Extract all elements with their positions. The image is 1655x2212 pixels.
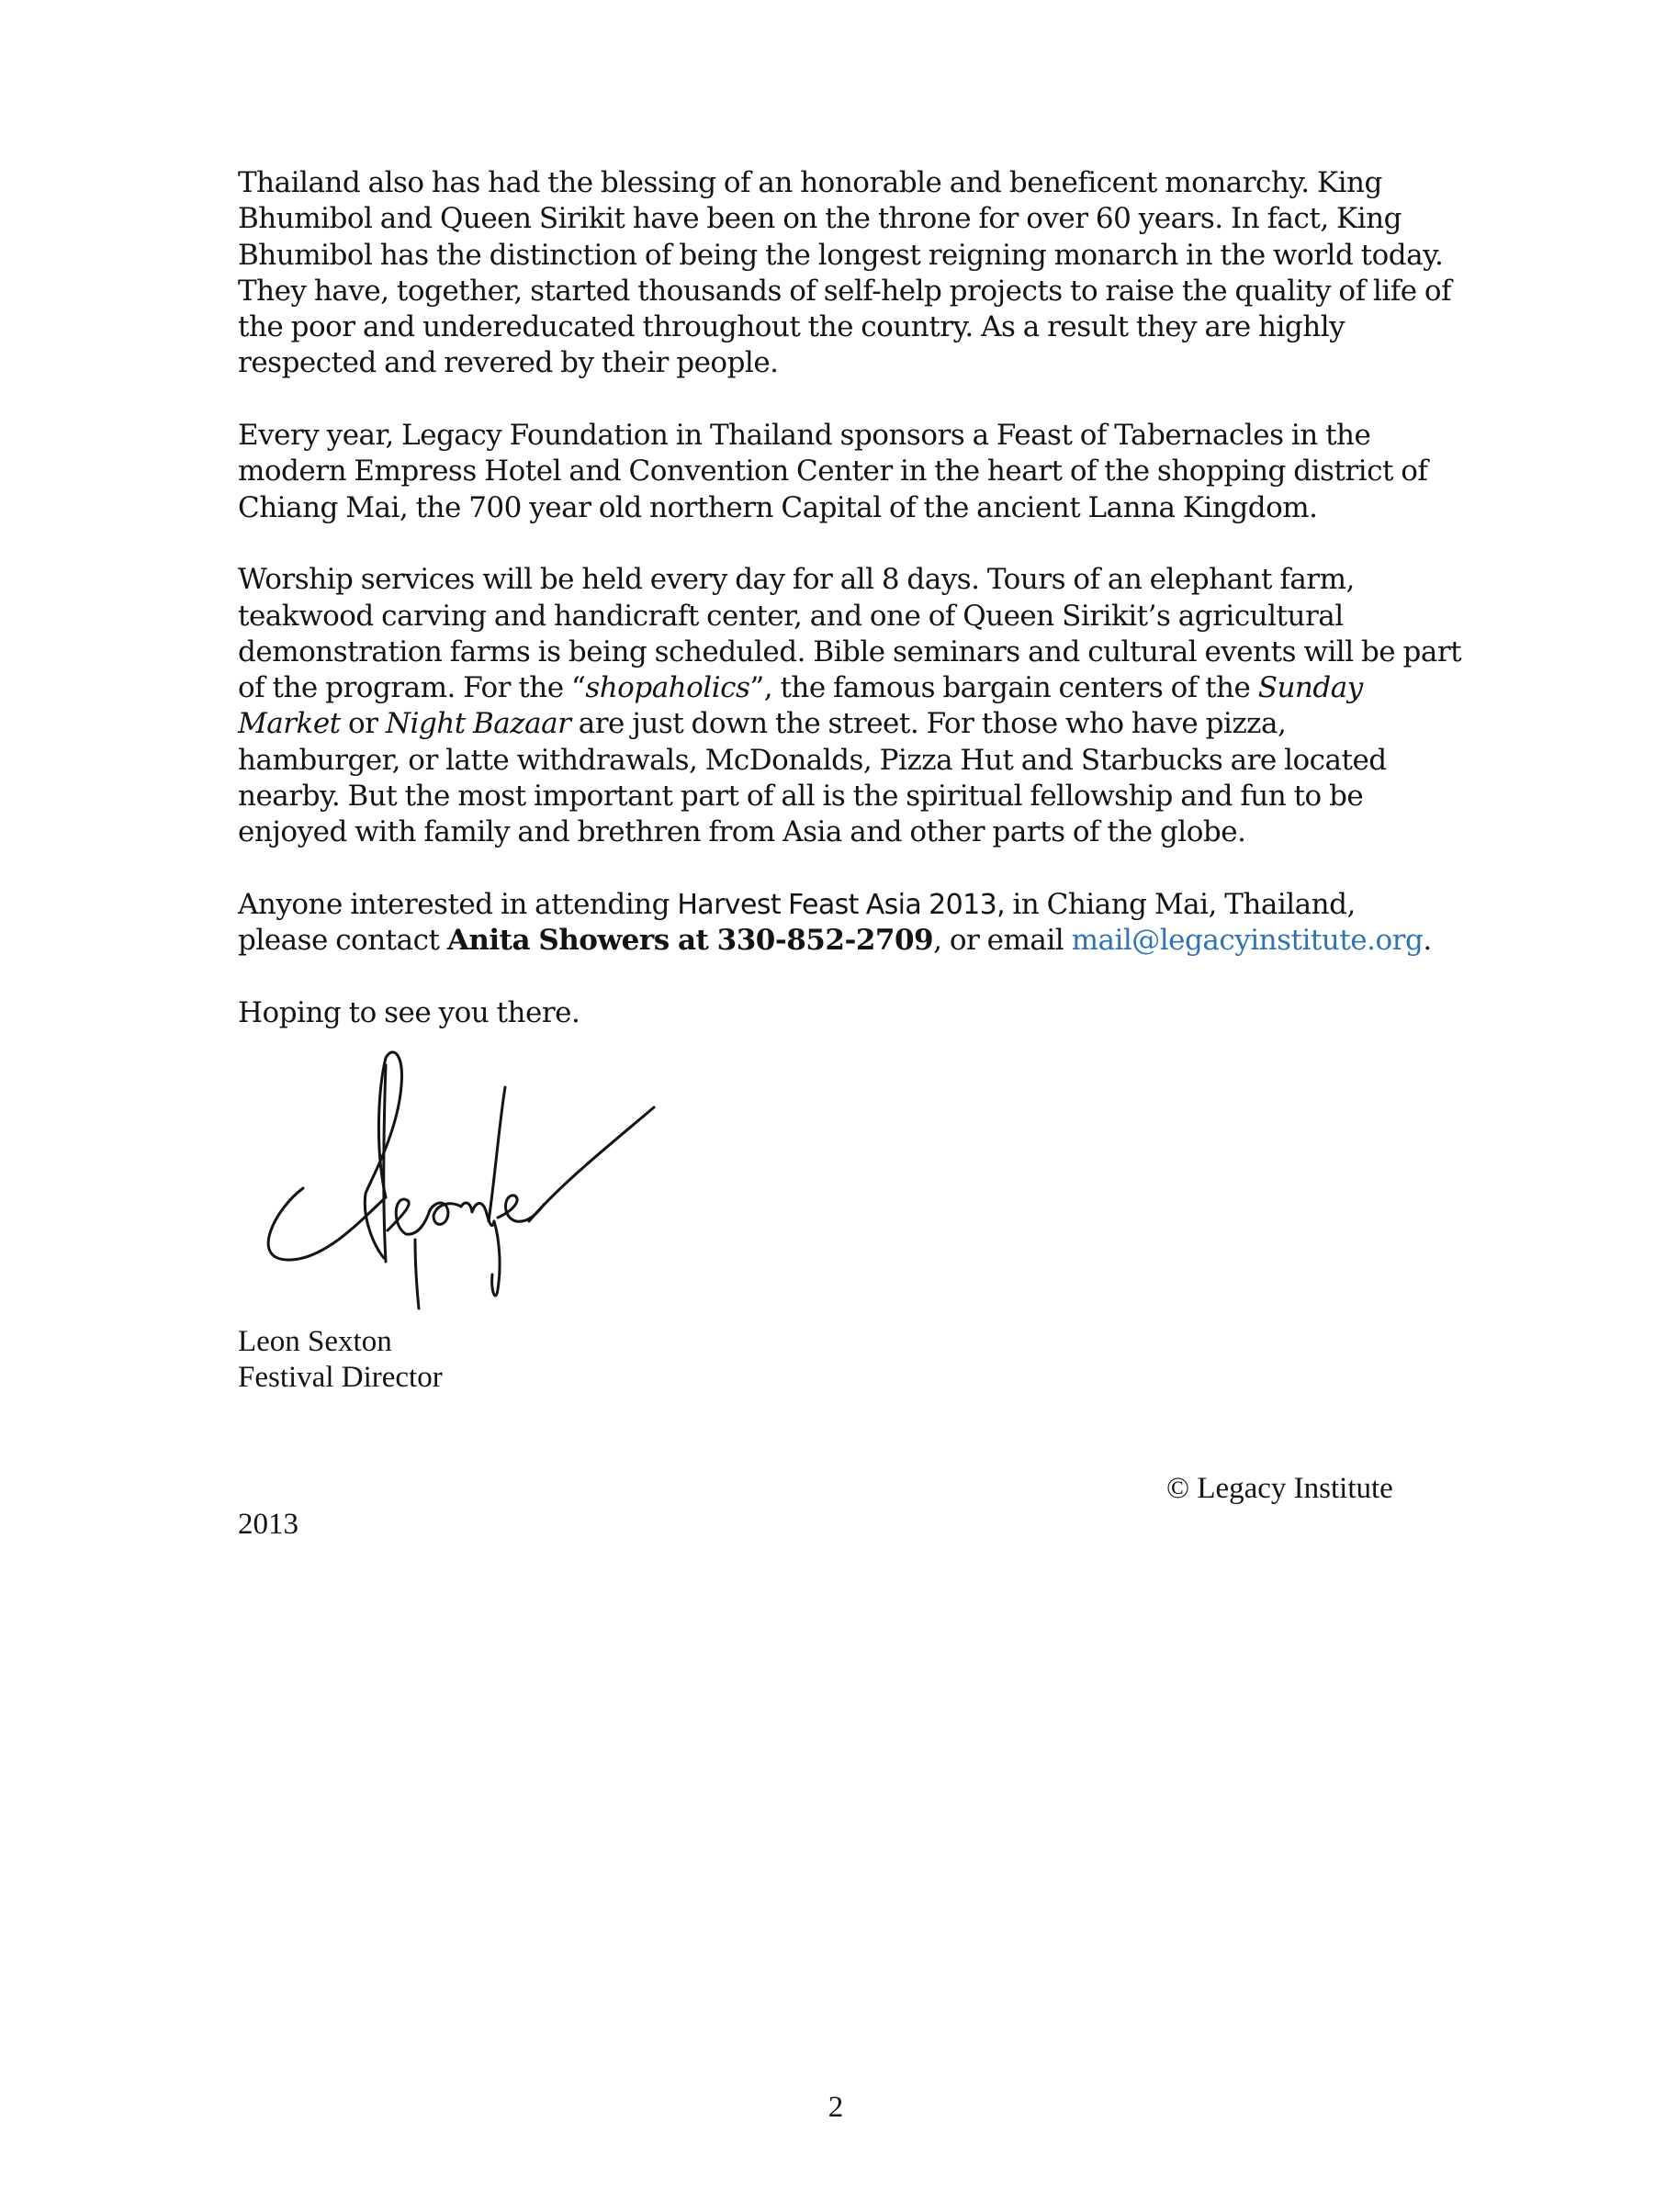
text-line (238, 670, 1432, 706)
text-run: in Chiang Mai, Thailand, (1005, 887, 1356, 921)
text-line: They have, together, started thousands of self-help projects to raise the quality of life of (238, 274, 1452, 308)
text-run: of the program. For the “ (238, 671, 586, 705)
text-line: nearby. But the most important part of all is the spiritual fellowship and fun to be (238, 780, 1364, 814)
copyright-notice: © Legacy Institute (1166, 1472, 1393, 1505)
text-run: or (340, 707, 386, 741)
contact-person: Anita Showers at 330-852-2709 (446, 924, 934, 958)
text-run: are just down the street. For those who have pizza, (570, 707, 1287, 741)
text-line: Bhumibol has the distinction of being the longest reigning monarch in the world today. (238, 238, 1444, 272)
text-line: the poor and undereducated throughout the country. As a result they are highly (238, 310, 1345, 344)
paragraph-monarchy (238, 165, 1452, 382)
event-name: Harvest Feast Asia 2013, (677, 888, 1006, 921)
text-line: enjoyed with family and brethren from Asia and other parts of the globe. (238, 815, 1246, 849)
page-number: 2 (828, 2091, 844, 2124)
text-line (238, 706, 1432, 742)
text-run: , or email (933, 924, 1072, 958)
italic-sunday: Sunday (1257, 671, 1363, 705)
text-line (238, 923, 1432, 959)
italic-shopaholics: shopaholics (585, 671, 750, 705)
closing-line (238, 995, 1432, 1031)
text-line: Chiang Mai, the 700 year old northern Capital of the ancient Lanna Kingdom. (238, 490, 1318, 524)
text-line: teakwood carving and handicraft center, and one of Queen Sirikit’s agricultural (238, 599, 1344, 633)
handwritten-signature-icon (257, 1047, 670, 1322)
text-line: hamburger, or latte withdrawals, McDonalds, Pizza Hut and Starbucks are located (238, 743, 1387, 777)
signer-block (238, 1324, 443, 1396)
text-run: ”, the famous bargain centers of the (749, 671, 1258, 705)
text-line: modern Empress Hotel and Convention Center in the heart of the shopping district of (238, 455, 1428, 488)
text-line: demonstration farms is being scheduled. Bible seminars and cultural events will be part (238, 634, 1462, 668)
text-line: Worship services will be held every day for all 8 days. Tours of an elephant farm, (238, 563, 1355, 597)
document-year: 2013 (238, 1508, 298, 1541)
paragraph-program (238, 562, 1462, 850)
text-run: . (1423, 924, 1432, 958)
signer-name: Leon Sexton (238, 1325, 392, 1358)
letter-body (238, 165, 1462, 1067)
text-run: Anyone interested in attending (238, 887, 678, 921)
signer-title: Festival Director (238, 1361, 443, 1394)
paragraph-feast-sponsor (238, 418, 1432, 526)
italic-market: Market (238, 707, 341, 741)
text-run: please contact (238, 924, 447, 958)
text-line: Every year, Legacy Foundation in Thailand sponsors a Feast of Tabernacles in the (238, 419, 1371, 453)
text-line (238, 887, 1432, 923)
paragraph-contact (238, 887, 1432, 960)
text-line: Hoping to see you there. (238, 995, 580, 1029)
email-link[interactable]: mail@legacyinstitute.org (1071, 924, 1424, 958)
text-line: respected and revered by their people. (238, 346, 779, 380)
text-line: Thailand also has had the blessing of an honorable and beneficent monarchy. King (238, 166, 1382, 199)
italic-night-bazaar: Night Bazaar (385, 707, 571, 741)
text-line: Bhumibol and Queen Sirikit have been on the throne for over 60 years. In fact, King (238, 202, 1402, 236)
